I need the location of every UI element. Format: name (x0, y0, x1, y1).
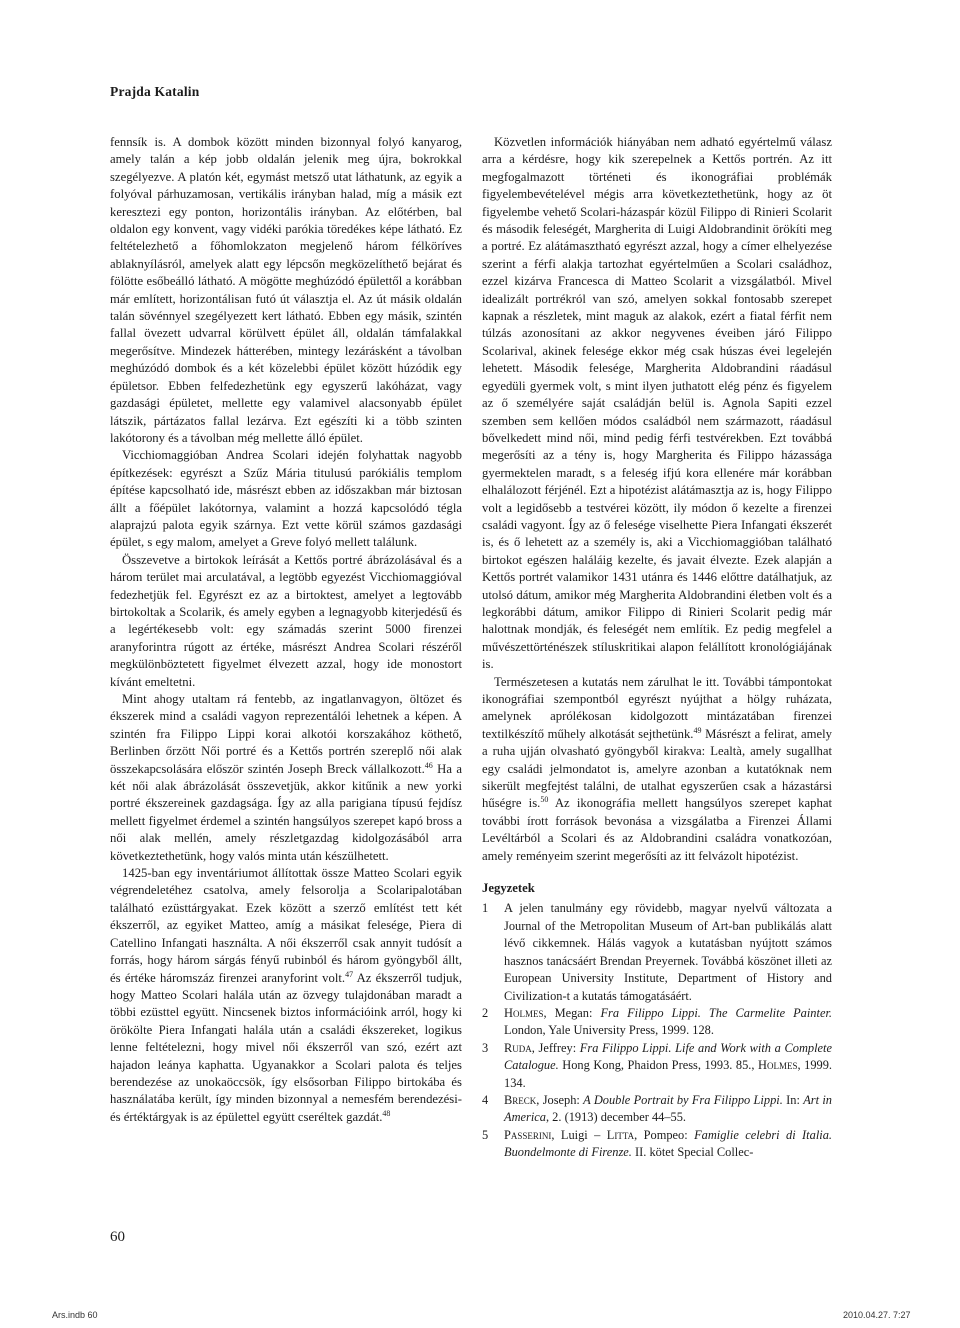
note-text (504, 1127, 832, 1162)
paragraph-text: 1425-ban egy inventáriumot állítottak össze Matteo Scolari egyik végrendeletéhez csatolva, amely felsorolja a Scolaripalotában található ezüsttárgyakat. Ezek között a szerző említést tett két ékszerről, az egyiket Matteo, amíg a másikat felesége, Piera di Catellino Infangati használta. A női ékszerről csak annyit tudósít a forrás, hogy három sárgás fényű rubinból és három gyöngyből állt, és értéke háromszáz firenzei aranyforint volt. (110, 866, 462, 985)
right-column (482, 134, 832, 1162)
print-slug-file: Ars.indb 60 (52, 1310, 98, 1320)
note-text-part: , Joseph: (536, 1092, 584, 1107)
footnote-ref: 47 (345, 969, 354, 979)
note-text (504, 1040, 832, 1092)
note-author: Ruda (504, 1040, 532, 1055)
note-author: Passerini (504, 1127, 552, 1142)
paragraph-text: Az ikonográfia mellett hangsúlyos szerepet kaphat további írott források bevonása a vizsgálatba a Firenzei Állami Levéltárból a Scolari és az Aldobrandini családra vonatkozóan, amely reményeim szerint megerősíti az itt felvázolt hipotézist. (482, 796, 832, 863)
note-number: 3 (482, 1040, 489, 1055)
footnote-ref: 46 (424, 760, 433, 770)
paragraph-text: Másrészt a felirat, amely a ruha ujján olvasható gyöngyből kirakva: Lealtà, amely sugallhat egy családi jelmondatot is, amelyre azonban a kutatóknak nem sikerült megfejtést találni, de utalhat egyszerűen csak a házastársi hűségre is. (482, 726, 832, 811)
page-number: 60 (110, 1229, 125, 1245)
paragraph (110, 691, 462, 865)
note-item (482, 1040, 832, 1092)
notes-heading: Jegyzetek (482, 881, 535, 896)
note-item (482, 900, 832, 1004)
note-title: Art in America (504, 1092, 832, 1125)
note-text-part: , Pompeo: (634, 1127, 695, 1142)
note-text-part: , Megan: (543, 1005, 601, 1020)
note-text-part: , Jeffrey: (531, 1040, 580, 1055)
note-author: Holmes (758, 1058, 798, 1073)
note-number: 1 (482, 901, 489, 916)
note-text-part: , 1999. 134. (504, 1058, 833, 1090)
note-author: Litta (606, 1127, 635, 1142)
note-text-part: , Luigi – (551, 1127, 607, 1142)
paragraph-text: Természetesen a kutatás nem zárulhat le itt. További támpontokat ikonográfiai szempontból egyrészt nyújthat a hölgy ruházata, amelynek aprólékosan kidolgozott mintázatában firenzei textilkészítő műhely alkotását sejthetünk. (482, 674, 832, 741)
note-author: Breck (504, 1092, 537, 1107)
note-number: 5 (482, 1127, 489, 1142)
note-item (482, 1005, 832, 1040)
running-header: Prajda Katalin (110, 84, 200, 99)
note-title: Famiglie celebri di Italia. Buondelmonte di Firenze. (504, 1127, 833, 1160)
footnote-ref: 49 (693, 725, 702, 735)
paragraph: Vicchiomaggióban Andrea Scolari idején folyhattak nagyobb építkezések: egyrészt a Szűz Mária titulusú parókiális templom építése kapcsolható ide, másrészt ebben az időszakban már biztosan állt a főépület lakótornya, valamint a hozzá kapcsolódó tégla alaprajzú palota egyik szárnya. Ezt vette körül számos gazdasági épület, s egy malom, amelyet a Greve folyó mellett találunk. (110, 448, 462, 550)
footnote-ref: 50 (540, 795, 549, 805)
paragraph: fennsík is. A dombok között minden bizonnyal folyó kanyarog, amely talán a kép jobb oldalán jelenik meg újra, bokrokkal szegélyezve. A platón két, egymást metsző utat láthatunk, az egyik a folyóval párhuzamosan, vertikális irányban halad, míg a másik ezt keresztezi egy ponton, horizontális irányban. Az előtérben, bal oldalon egy konvent, vagy vidéki parókia töredékes képe látható. Ez feltételezhető a főhomlokzaton megjelenő három félköríves ablaknyílásról, amelyek alatt egy lépcsőn megközelíthető bejárat és fölötte esőbeálló látható. A mögötte meghúzódó épülettől a korábban már említett, horizontálisan futó út választja el. Az út másik oldalán talán sövénnyel szegélyezett kert látható. Ebben egy másik, szintén fallal övezett udvarral körülvett épület áll, oldalán támfalakkal megerősítve. Mindezek hátterében, mintegy lezárásként a távolban meghúzódó dombok és a két közelebbi épület között húzódik egy épületsor. Ebben felfedezhetünk egy egyszerű lakóházat, vagy gazdasági épületet, mellette egy valamivel alacsonyabb épület látszik, pártázatos fallal lezárva. Ezt egészíti ki a több szinten lakótorony és a távolban még mellette álló épület. (110, 135, 462, 445)
paragraph: Összevetve a birtokok leírását a Kettős portré ábrázolásával és a három terület mai arculatával, a legtöbb egyezést Vicchiomaggióval fedezhetjük fel. Egyrészt ez az a birtoktest, amelyet a legtovább birtokoltak a Scolarik, és amely egyben a legnagyobb kiterjedésű és a legértékesebb volt: egy számadás szerint 5000 firenzei aranyforintra rúgott az értéke, másrészt Andrea Scolari részéről megkülönböztetett figyelmet élvezett azzal, hogy ide monostort kívánt emeltetni. (110, 552, 462, 689)
note-text (504, 1092, 832, 1127)
paragraph: Közvetlen információk hiányában nem adható egyértelmű válasz arra a kérdésre, hogy kik szerepelnek a Kettős portrén. Az itt megfogalmazott történeti és ikonográfiai problémák figyelembevételével mégis arra következtethetünk, hogy az öt figyelembe vehető Scolari-házaspár közül Filippo di Rinieri Scolarit és második feleségét, Margherita di Luigi Aldobrandinit örökíti meg a portré. Ez alátámasztható egyrészt azzal, hogy a címer elhelyezése szerint a férfi alakja tartozhat egyértelműen a Scolari családhoz, ezzel kizárva Francesca di Matteo Scolarit a vizsgálatból. Mivel idealizált portrékról van szó, amelyen sokkal fontosabb szerepet kapnak a részletek, mint maguk az alakok, ezért a fiatal férfit nem túlzás azonosítani az akkor negyvenes éveiben járó Filippo Scolarival, akinek felesége ekkor még csak húszas évei legelején lehetett. Második felesége, Margherita Aldobrandini ráadásul egyedüli gyermek volt, s mint ilyen juthatott elég pénz és figyelem az ő személyére saját családján belül is. Agnola Sapiti ezzel szemben sem kellően módos családból nem származott, ráadásul bővelkedett mind női, mind pedig férfi testvérekben. Ezt továbbá megerősíti az a tény is, hogy Margherita és Filippo házassága gyermektelen maradt, s a feleség ifjú kora ellenére már korábban elhalálozott férjénél. Ezt a hipotézist alátámasztja az is, hogy Filippo volt a legidősebb a testvérei között, ily módon ő kezelte a firenzei családi vagyont. Így az ő felesége viselhette Piera Infangati ékszerét is, és ő lehetett az a személy is, aki a Vicchiomaggióban található birtokot egészen haláláig kezelte, és javait élvezte. Ezek alapján a Kettős portrét valamikor 1431 utánra és 1446 előttre datálhatjuk, az utolsó dátum, amikor még Margherita Aldobrandini életben volt és a legkorábbi dátum, amikor Filippo di Rinieri Scolarit pedig már halottnak mondják, és feleségét nem említik. Ez pedig megfelel a művészettörténészek stíluskritikai alapon felállított kronológiájának is. (482, 135, 832, 672)
footnote-ref: 48 (382, 1108, 391, 1118)
note-number: 2 (482, 1005, 489, 1020)
print-slug-date: 2010.04.27. 7:27 (843, 1310, 911, 1320)
note-title: Fra Filippo Lippi. The Carmelite Painter. (600, 1005, 832, 1020)
paragraph-text: Ha a két női alak ábrázolását összevetjük, akkor kitűnik a new yorki portré ékszereinek gazdagsága. Így az alla parigiana típusú fejdísz mellett figyelmet érdemel a szintén hangsúlyos szerepet kapó bross a női alak mellén, amely részletgazdag kidolgozásából arra következtethetünk, hogy valós minta után készülhetett. (110, 761, 462, 863)
note-title: Fra Filippo Lippi. Life and Work with a Complete Catalogue. (504, 1040, 832, 1073)
paragraph (110, 865, 462, 1126)
note-text (504, 1005, 832, 1040)
note-text: A jelen tanulmány egy rövidebb, magyar nyelvű változata a Journal of the Metropolitan Museum of Art-ban publikálás alatt lévő cikkemnek. Hálás vagyok a kutatásban nyújtott számos hasznos tanácsáért Brendan Preyernek. Továbbá köszönet illeti az European University Institute, Department of History and Civilization-t a kutatás támogatásáért. (504, 901, 832, 1003)
note-text-part: In: (782, 1092, 804, 1107)
note-title: A Double Portrait by Fra Filippo Lippi. (583, 1092, 783, 1107)
paragraph-text: Az ékszerről tudjuk, hogy Matteo Scolari halála után az özvegy tulajdonában maradt a többi ezüsttel együtt. Nincsenek biztos információink arról, hogy ki örökölte Piera Infangati halála után a családi ékszereket, logikus lenne feltételezni, hogy mivel női ékszerről van szó, ezért azt hajadon leánya kaphatta. Ugyanakkor a Scolari palota és teljes berendezése az unokaöccsök, így elsősorban Filippo birtokába és használatába került, így minden bizonnyal a nemesfém berendezési- és értéktárgyak is az épülettel együtt cseréltek gazdát. (110, 970, 463, 1124)
note-text-part: , 2. (1913) december 44–55. (545, 1110, 687, 1125)
note-text-part: Hong Kong, Phaidon Press, 1993. 85., (558, 1058, 759, 1073)
note-item (482, 1127, 832, 1162)
note-author: Holmes (504, 1005, 544, 1020)
paragraph-text: Mint ahogy utaltam rá fentebb, az ingatlanvagyon, öltözet és ékszerek mind a családi vagyon reprezentálói lehetnek a képen. A szintén fra Filippo Lippi korai alkotói korszakához köthető, Berlinben őrzött Női portré és a Kettős portrén szereplő női alak összekapcsolására először szintén Joseph Breck vállalkozott. (110, 692, 462, 776)
note-text-part: II. kötet Special Collec- (631, 1145, 754, 1160)
note-text-part: London, Yale University Press, 1999. 128. (504, 1023, 714, 1038)
paragraph (482, 674, 832, 865)
note-number: 4 (482, 1092, 489, 1107)
left-column (110, 134, 462, 1126)
note-item (482, 1092, 832, 1127)
